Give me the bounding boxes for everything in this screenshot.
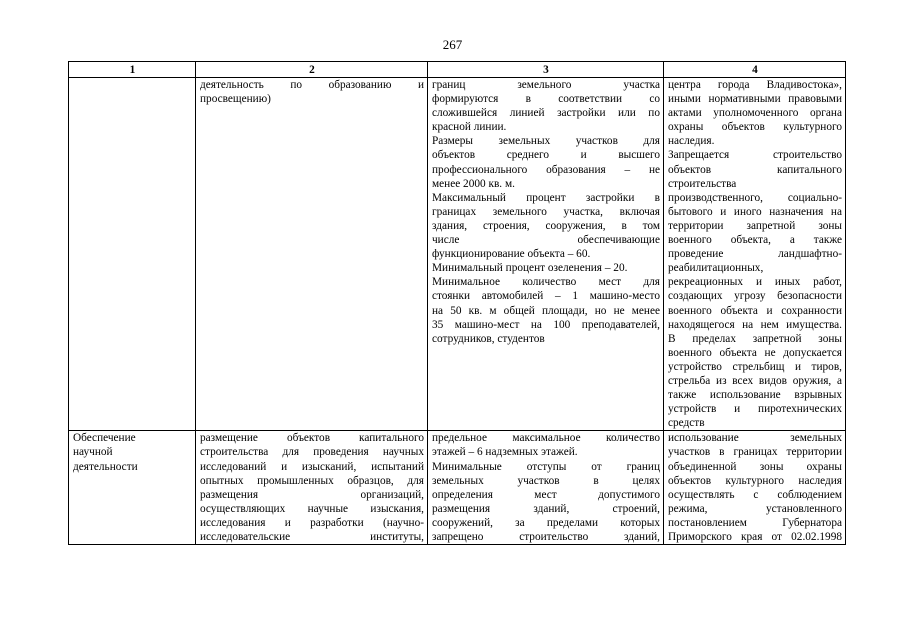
cell-text-line: объектов капитального — [668, 163, 842, 176]
table-cell-col-1 — [69, 431, 196, 545]
cell-text-line: наследия. — [668, 135, 715, 148]
cell-text-line: деятельности — [73, 460, 138, 473]
cell-text-line: исследовательские институты, — [200, 531, 424, 543]
cell-text-line: границ земельного участка — [432, 79, 660, 91]
cell-text-line: границах земельного участка, включая — [432, 205, 660, 218]
cell-text-line: красной линии. — [432, 121, 507, 134]
cell-text-line: также использование взрывных — [668, 389, 842, 402]
cell-text-line: создающих угрозу безопасности — [668, 290, 842, 303]
cell-text-line: числе обеспечивающие — [432, 234, 660, 247]
table-cell-col-2 — [196, 431, 428, 545]
cell-text-line: осуществляющих научные изыскания, — [200, 502, 424, 515]
cell-text-line: актами уполномоченного органа — [668, 107, 842, 120]
cell-text-line: использование земельных — [668, 432, 842, 445]
cell-text-line: Минимальный процент озеленения – 20. — [432, 262, 628, 275]
cell-text-line: проведение ландшафтно- — [668, 248, 842, 261]
cell-text-line: запрещено строительство зданий, — [432, 531, 660, 543]
cell-text-line: исследования и разработки (научно- — [200, 516, 424, 529]
table-cell-col-2 — [196, 78, 428, 431]
cell-text-line: реабилитационных, — [668, 262, 764, 275]
table-cell-col-3 — [428, 431, 664, 545]
cell-text-line: объединенной зоны охраны — [668, 460, 842, 473]
cell-text-line: исследований и изысканий, испытаний — [200, 460, 424, 473]
header-col-4: 4 — [664, 62, 846, 78]
cell-text-line: определения мест допустимого — [432, 488, 660, 501]
cell-text-line: находящегося на нем имущества. — [668, 318, 842, 331]
cell-text-line: постановлением Губернатора — [668, 516, 842, 529]
cell-text-line: Приморского края от 02.02.1998 — [668, 531, 842, 543]
header-col-3: 3 — [428, 62, 664, 78]
cell-text-line: деятельность по образованию и — [200, 79, 424, 91]
table-cell-col-4 — [664, 431, 846, 545]
header-col-1: 1 — [69, 62, 196, 78]
cell-text-line: объектов среднего и высшего — [432, 149, 660, 162]
cell-text-line: 35 машино-мест на 100 преподавателей, — [432, 318, 660, 331]
cell-text-line: просвещению) — [200, 93, 271, 106]
cell-text-line: Минимальное количество мест для — [432, 276, 660, 289]
cell-text-line: военного объекта не допускается — [668, 346, 842, 359]
cell-text-line: функционирование объекта – 60. — [432, 248, 591, 261]
cell-text-line: стоянки автомобилей – 1 машино-место — [432, 290, 660, 303]
cell-text-line: строительства для проведения научных — [200, 446, 424, 459]
cell-text-line: здания, строения, сооружения, в том — [432, 219, 660, 232]
page-number: 267 — [442, 37, 463, 52]
cell-text-line: объектов культурного наследия — [668, 474, 842, 487]
table-row — [69, 78, 846, 431]
regulations-table — [68, 61, 846, 545]
table-cell-col-1 — [69, 78, 196, 431]
cell-text-line: сооружений, за пределами которых — [432, 516, 660, 529]
cell-text-line: размещения зданий, строений, — [432, 502, 660, 515]
cell-text-line: сложившейся линией застройки или по — [432, 107, 660, 120]
cell-text-line: размещения организаций, — [200, 488, 424, 501]
cell-text-line: бытового и иного назначения на — [668, 205, 842, 218]
cell-text-line: профессионального образования – не — [432, 163, 660, 176]
cell-text-line: территории запретной зоны — [668, 219, 842, 232]
cell-text-line: предельное максимальное количество — [432, 432, 660, 445]
cell-text-line: устройств и пиротехнических — [668, 403, 842, 416]
cell-text-line: строительства — [668, 177, 737, 190]
cell-text-line: этажей – 6 надземных этажей. — [432, 446, 578, 459]
cell-text-line: стрельба из всех видов оружия, а — [668, 374, 842, 387]
cell-text-line: центра города Владивостока», — [668, 79, 842, 91]
cell-text-line: рекреационных и иных работ, — [668, 276, 842, 289]
cell-text-line: иными нормативными правовыми — [668, 93, 842, 106]
cell-text-line: режима, установленного — [668, 502, 842, 515]
cell-text-line: на 50 кв. м общей площади, но не менее — [432, 304, 660, 317]
cell-text-line: производственного, социально- — [668, 191, 842, 204]
cell-text-line: В пределах запретной зоны — [668, 332, 842, 345]
cell-text-line: научной — [73, 446, 113, 459]
table-cell-col-3 — [428, 78, 664, 431]
cell-text-line: сотрудников, студентов — [432, 332, 545, 345]
table-row — [69, 431, 846, 545]
header-col-2: 2 — [196, 62, 428, 78]
cell-text-line: осуществлять с соблюдением — [668, 488, 842, 501]
cell-text-line: Минимальные отступы от границ — [432, 460, 660, 473]
cell-text-line: охраны объектов культурного — [668, 121, 842, 134]
cell-text-line: военного объекта и сохранности — [668, 304, 842, 317]
cell-text-line: формируются в соответствии со — [432, 93, 660, 106]
cell-text-line: Запрещается строительство — [668, 149, 842, 162]
cell-text-line: участков в границах территории — [668, 446, 842, 459]
cell-text-line: менее 2000 кв. м. — [432, 177, 515, 190]
table-cell-col-4 — [664, 78, 846, 431]
cell-text-line: военного объекта, а также — [668, 234, 842, 247]
cell-text-line: Максимальный процент застройки в — [432, 191, 660, 204]
cell-text-line: опытных промышленных образцов, для — [200, 474, 424, 487]
header-row — [69, 62, 846, 78]
cell-text-line: устройство стрельбищ и тиров, — [668, 360, 842, 373]
cell-text-line: размещение объектов капитального — [200, 432, 424, 445]
cell-text-line: Размеры земельных участков для — [432, 135, 660, 148]
cell-text-line: земельных участков в целях — [432, 474, 660, 487]
cell-text-line: средств — [668, 417, 705, 430]
cell-text-line: Обеспечение — [73, 432, 136, 445]
